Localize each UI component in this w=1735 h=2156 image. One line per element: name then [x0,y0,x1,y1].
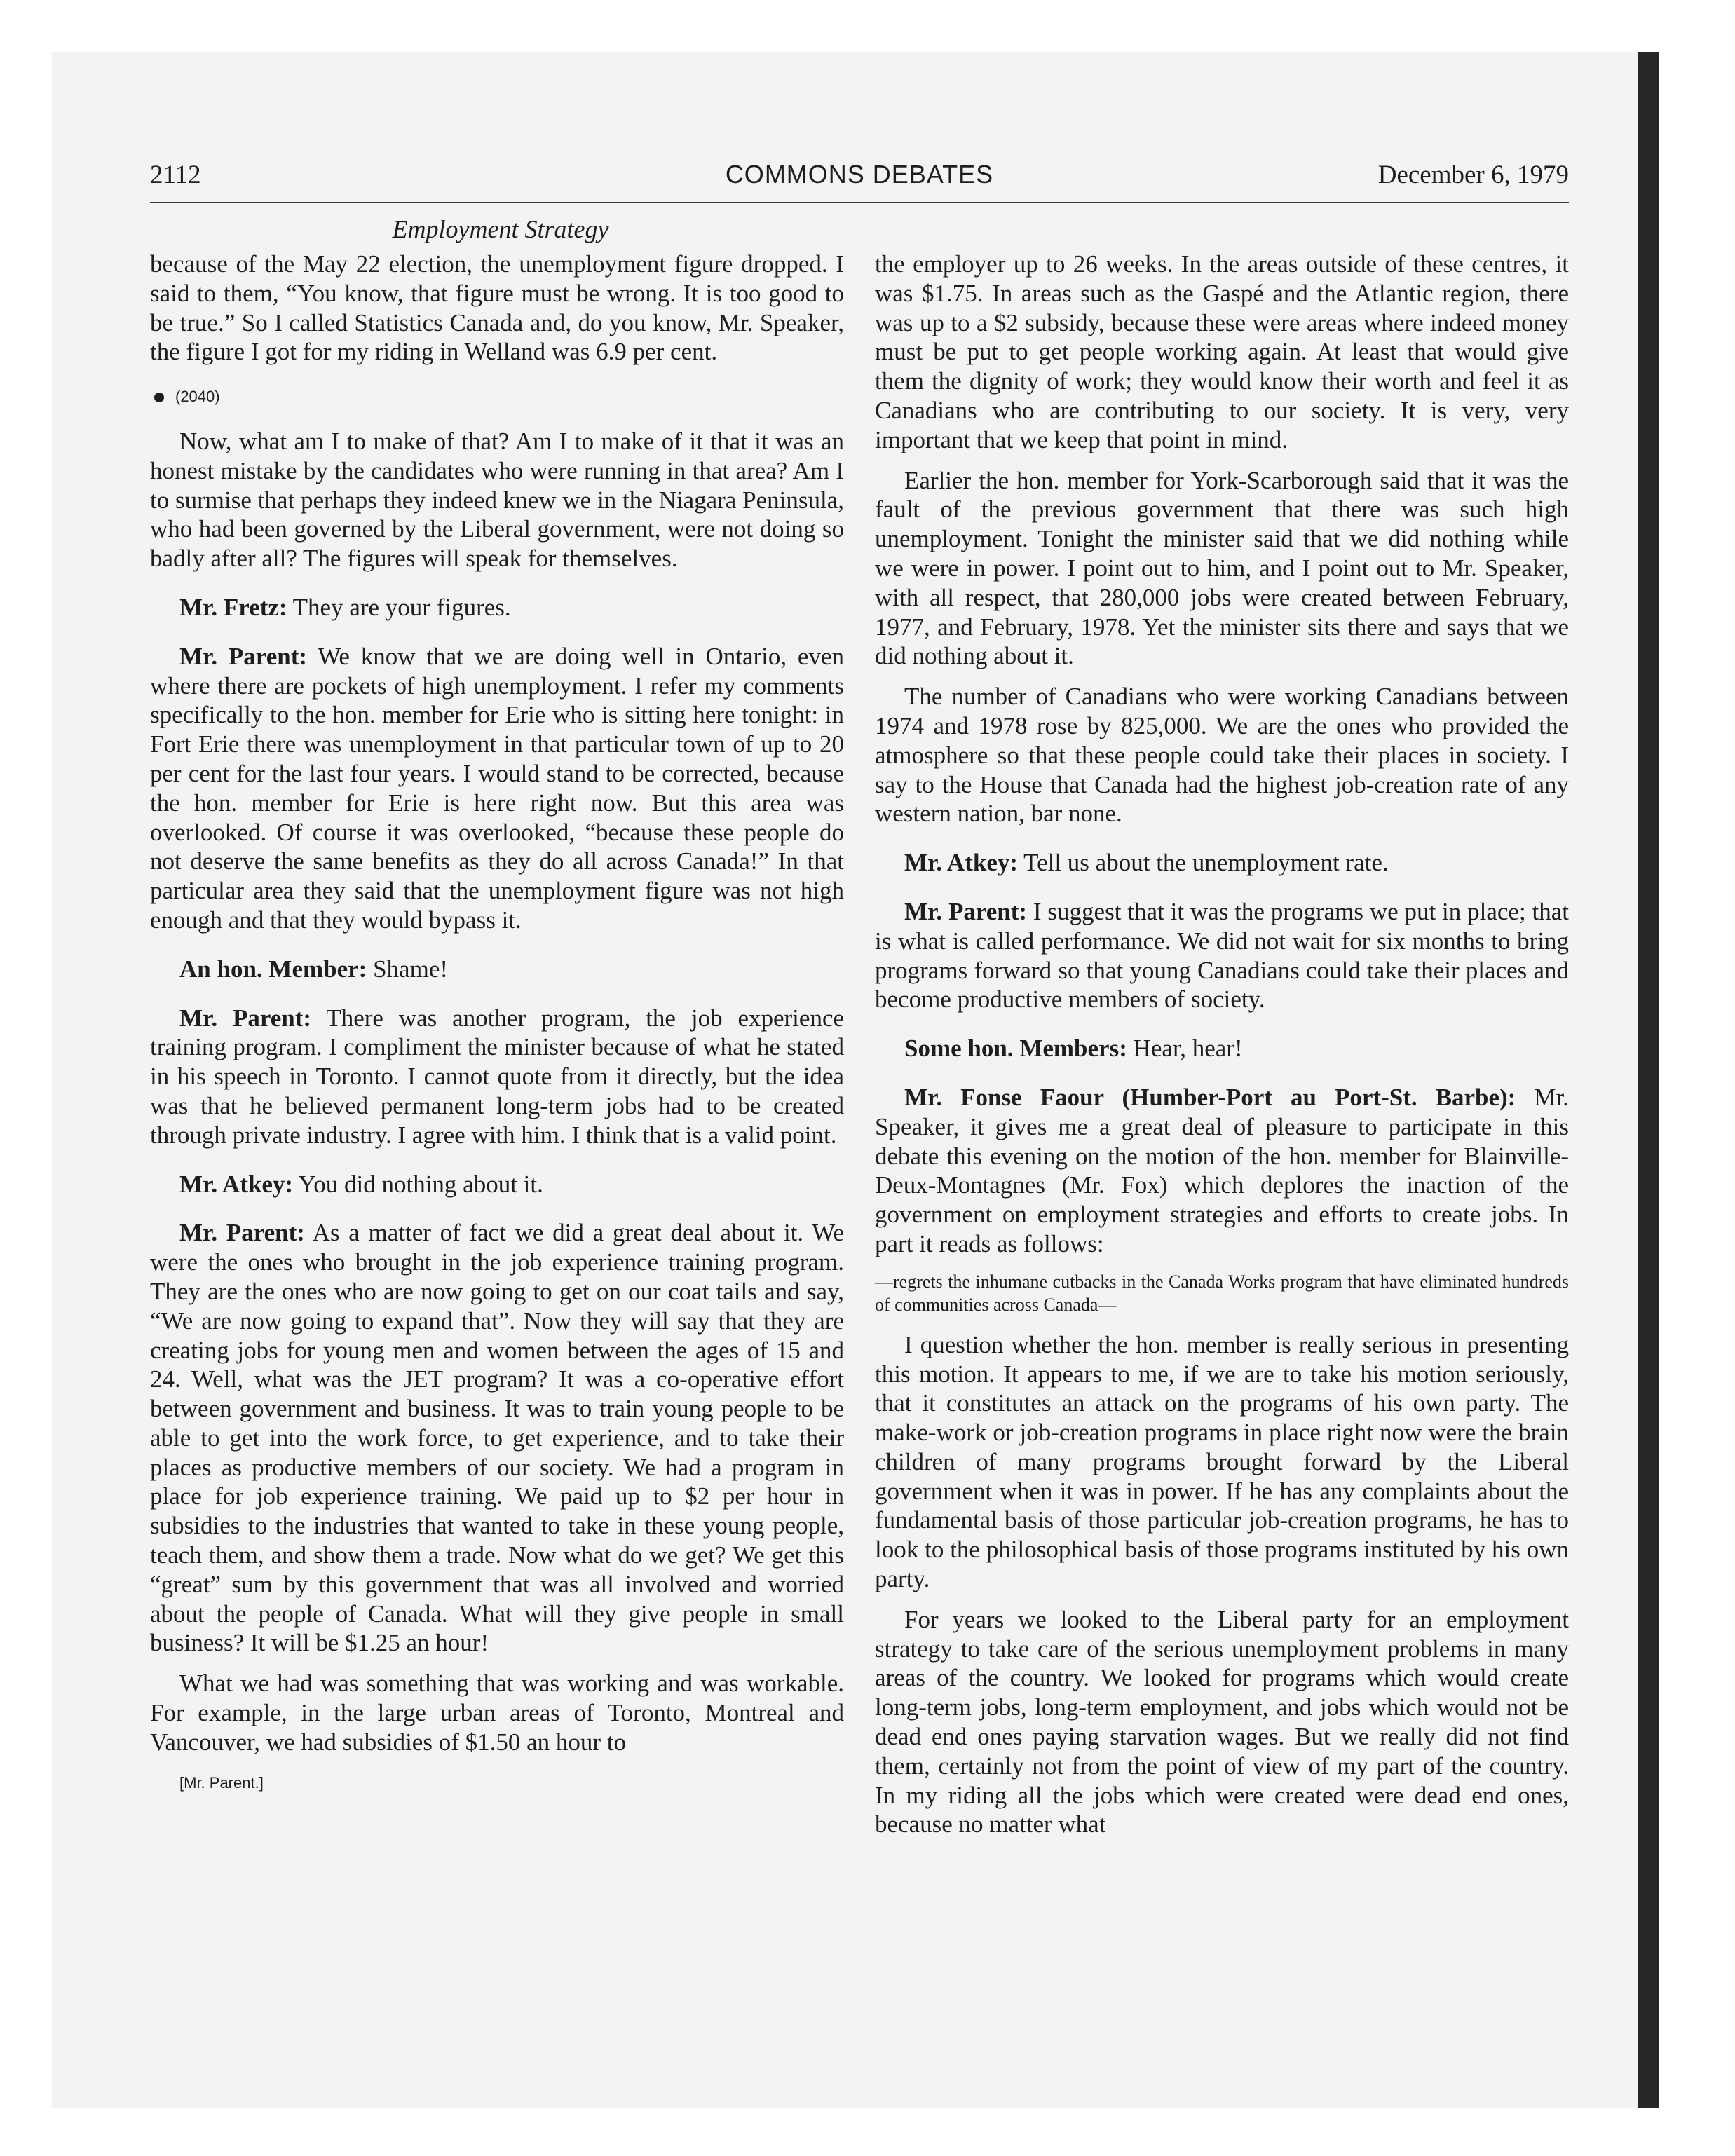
speech-text: As a matter of fact we did a great deal about it. We were the ones who brought in the job experience training program. They are the ones who are now going to get on our coat tails and say, “We are now going to expand that”. Now they will say that they are creating jobs for young men and women between the ages of 15 and 24. Well, what was the JET program? It was a co-operative effort between government and business. It was to train young people to be able to get into the work force, to get experience, and to take their places as productive members of our society. We had a program in place for job experience training. We paid up to $2 per hour in subsidies to the industries that wanted to take in these young people, teach them, and show them a trade. Now what do we get? We get this “great” sum by this government that was all involved and worried about the people of Canada. What will they give people in small business? It will be $1.25 an hour! [150,1219,844,1657]
publication-title: COMMONS DEBATES [725,160,994,189]
speaker-name: Mr. Fonse Faour (Humber-Port au Port-St. Barbe): [904,1083,1516,1111]
paragraph: The number of Canadians who were working Canadians between 1974 and 1978 rose by 825,000. We are the ones who provided the atmosphere so that these people could take their places in society. I say to the House that Canada had the highest job-creation rate of any western nation, bar none. [875,683,1569,828]
subject-heading: Employment Strategy [392,215,609,243]
speech [875,1083,1569,1259]
speech-text: We know that we are doing well in Ontario, even where there are pockets of high unemployment. I refer my comments specifically to the hon. member for Erie who is sitting here tonight: in Fort Erie there was unemployment in that particular town of up to 20 per cent for the last four years. I would stand to be corrected, because the hon. member for Erie is here right now. But this area was overlooked. Of course it was overlooked, “because these people do not deserve the same benefits as they do all across Canada!” In that particular area they said that the unemployment figure was not high enough and that they would bypass it. [150,642,844,934]
speaker-name: An hon. Member: [179,955,367,983]
speech-text: Mr. Speaker, it gives me a great deal of pleasure to participate in this debate this evening on the motion of the hon. member for Blainville-Deux-Montagnes (Mr. Fox) which deplores the inaction of the government on employment strategies and efforts to create jobs. In part it reads as follows: [875,1083,1569,1257]
speech [150,642,844,935]
speech [150,955,844,984]
speaker-name: Mr. Parent: [179,1219,305,1247]
left-column [150,250,844,1808]
paragraph: Earlier the hon. member for York-Scarborough said that it was the fault of the previous government that there was such high unemployment. Tonight the minister said that we did nothing while we were in power. I point out to him, and I point out to Mr. Speaker, with all respect, that 280,000 jobs were created between February, 1977, and February, 1978. Yet the minister sits there and says that we did nothing about it. [875,466,1569,670]
speaker-name: Mr. Parent: [179,642,308,670]
page-number: 2112 [150,161,201,189]
speech [875,897,1569,1014]
paragraph: Now, what am I to make of that? Am I to make of it that it was an honest mistake by the candidates who were running in that area? Am I to surmise that perhaps they indeed knew we in the Niagara Peninsula, who had been governed by the Liberal government, were not doing so badly after all? The figures will speak for themselves. [150,427,844,573]
bullet-dot-icon [154,393,164,402]
page-header [150,160,1569,203]
speech-text: Shame! [373,955,449,983]
paragraph: For years we looked to the Liberal party for an employment strategy to take care of the serious unemployment problems in many areas of the country. We looked for programs which would create long-term jobs, long-term employment, and jobs which would not be dead end ones paying starvation wages. But we really did not find them, certainly not from the point of view of my part of the country. In my riding all the jobs which were created were dead end ones, because no matter what [875,1605,1569,1838]
speaker-name: Mr. Atkey: [179,1170,294,1198]
speech [875,848,1569,878]
speech-text: Hear, hear! [1133,1035,1243,1063]
page-date: December 6, 1979 [1377,161,1569,189]
time-marker [154,382,844,411]
speech-text: They are your figures. [292,593,511,621]
paragraph: I question whether the hon. member is really serious in presenting this motion. It appears to me, if we are to take his motion seriously, that it constitutes an attack on the programs of his own party. The make-work or job-creation programs in place right now were the brain children of many programs brought forward by the Liberal government when it was in power. If he has any complaints about the fundamental basis of those particular job-creation programs, he has to look to the philosophical basis of those programs instituted by his own party. [875,1330,1569,1593]
speaker-continuation-ref: [Mr. Parent.] [179,1773,264,1792]
speaker-name: Some hon. Members: [904,1035,1127,1063]
speech-text: I suggest that it was the programs we put in place; that is what is called performance. We did not wait for six months to bring programs forward so that young Canadians could take their places and become productive members of society. [875,897,1570,1014]
speech-text: There was another program, the job experience training program. I compliment the minister because of what he stated in his speech in Toronto. I cannot quote from it directly, but the idea was that he believed permanent long-term jobs had to be created through private industry. I agree with him. I think that is a valid point. [150,1004,845,1149]
speech-text: Tell us about the unemployment rate. [1023,849,1389,877]
speech-text: You did nothing about it. [298,1170,543,1198]
speaker-name: Mr. Parent: [179,1004,312,1032]
right-column [875,250,1569,1850]
speech [150,1218,844,1658]
speaker-name: Mr. Atkey: [904,849,1019,877]
time-marker-text: (2040) [175,388,220,406]
scan-edge-shadow [1638,52,1659,2108]
speaker-name: Mr. Fretz: [179,593,287,621]
speech [875,1034,1569,1063]
motion-quote: —regrets the inhumane cutbacks in the Canada Works program that have eliminated hundreds of communities across Canada— [875,1271,1569,1315]
paragraph: the employer up to 26 weeks. In the areas outside of these centres, it was $1.75. In areas such as the Gaspé and the Atlantic region, there was up to a $2 subsidy, because these were areas where indeed money must be put to get people working again. At least that would give them the dignity of work; they would know their worth and feel it as Canadians who are contributing to our society. It is very, very important that we keep that point in mind. [875,250,1569,453]
paragraph: What we had was something that was working and was workable. For example, in the large urban areas of Toronto, Montreal and Vancouver, we had subsidies of $1.50 an hour to [150,1670,844,1756]
speech [150,1170,844,1199]
speaker-name: Mr. Parent: [904,897,1028,925]
paragraph: because of the May 22 election, the unemployment figure dropped. I said to them, “You know, that figure must be wrong. It is too good to be true.” So I called Statistics Canada and, do you know, Mr. Speaker, the figure I got for my riding in Welland was 6.9 per cent. [150,250,844,366]
speech [150,593,844,622]
speech [150,1004,844,1150]
